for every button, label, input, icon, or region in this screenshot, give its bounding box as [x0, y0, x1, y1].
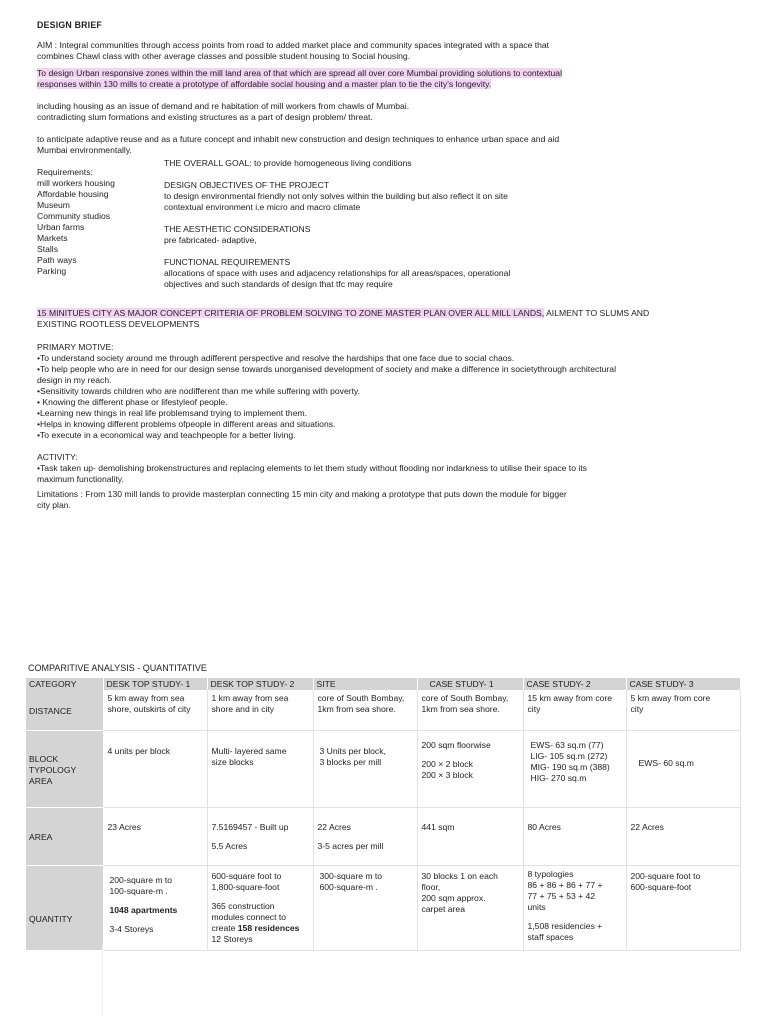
table-cell: 300-square m to 600-square-m .: [313, 865, 417, 950]
column-header: CASE STUDY- 1: [417, 678, 523, 690]
section-heading: PRIMARY MOTIVE:: [37, 342, 114, 352]
list-item: Museum: [37, 200, 70, 210]
table-cell: 22 Acres: [626, 807, 740, 865]
page-title: DESIGN BRIEF: [37, 20, 102, 30]
list-item: design in my reach.: [37, 375, 112, 385]
row-label: BLOCK TYPOLOGY AREA: [26, 730, 103, 807]
table-row-quantity: [26, 865, 740, 950]
list-item: •Learning new things in real life problemsand trying to implement them.: [37, 408, 308, 418]
list-item: •To execute in a economical way and teachpeople for a better living.: [37, 430, 296, 440]
column-header: CATEGORY: [26, 678, 103, 690]
table-cell: 22 Acres 3-5 acres per mill: [313, 807, 417, 865]
column-header: CASE STUDY- 2: [523, 678, 626, 690]
row-label: QUANTITY: [26, 865, 103, 950]
aesthetic-considerations: THE AESTHETIC CONSIDERATIONS pre fabricated- adaptive,: [164, 224, 311, 245]
table-row-distance: [26, 690, 740, 730]
table-cell: 441 sqm: [417, 807, 523, 865]
list-item: Stalls: [37, 244, 59, 254]
section-heading: THE AESTHETIC CONSIDERATIONS: [164, 224, 311, 234]
list-item: Parking: [37, 266, 67, 276]
list-item: Community studios: [37, 211, 111, 221]
section-heading: ACTIVITY:: [37, 452, 78, 462]
table-cell: 30 blocks 1 on each floor, 200 sqm approx. carpet area: [417, 865, 523, 950]
table-cell: core of South Bombay, 1km from sea shore.: [417, 690, 523, 730]
requirements-list: [37, 167, 115, 277]
table-cell: 200-square m to 100-square-m . 1048 apartments 3-4 Storeys: [103, 865, 207, 950]
list-item: •Sensitivity towards children who are nodifferent than me while suffering with poverty.: [37, 386, 361, 396]
aim-paragraph: AIM : Integral communities through access points from road to added market place and community spaces integrated with a space that combines Chawl class with other average classes and possible student housing to Social housing.: [37, 40, 550, 61]
table-row-area: [26, 807, 740, 865]
table-cell: 200-square foot to 600-square-foot: [626, 865, 740, 950]
table-cell: 5 km away from core city: [626, 690, 740, 730]
list-item: Path ways: [37, 255, 77, 265]
list-item: •Helps in knowing different problems ofpeople in different areas and situations.: [37, 419, 336, 429]
list-item: mill workers housing: [37, 178, 115, 188]
table-cell: 3 Units per block, 3 blocks per mill: [313, 730, 417, 807]
row-label: DISTANCE: [26, 690, 103, 730]
comparative-analysis-table: [26, 678, 741, 951]
table-cell: 1 km away from sea shore and in city: [207, 690, 313, 730]
table-cell: 23 Acres: [103, 807, 207, 865]
section-heading: FUNCTIONAL REQUIREMENTS: [164, 257, 291, 267]
including-paragraph: including housing as an issue of demand and re habitation of mill workers from chawls of Mumbai. contradicting slum formations and existing structures as a part of design problem/ threat.: [37, 101, 410, 122]
table-header-row: [26, 678, 740, 690]
table-cell: EWS- 60 sq.m: [626, 730, 740, 807]
list-item: •To understand society around me through adifferent perspective and resolve the hardships that one face due to social chaos.: [37, 353, 515, 363]
list-item: •To help people who are in need for our design sense towards unorganised development of society and make a difference in societythrough architectural: [37, 364, 616, 374]
table-cell: 4 units per block: [103, 730, 207, 807]
column-header: CASE STUDY- 3: [626, 678, 740, 690]
overall-goal: THE OVERALL GOAL: to provide homogeneous living conditions: [164, 158, 412, 168]
column-header: SITE: [313, 678, 417, 690]
row-label: AREA: [26, 807, 103, 865]
divider: [102, 945, 103, 1015]
anticipate-paragraph: to anticipate adaptive reuse and as a future concept and inhabit new construction and design techniques to enhance urban space and aid Mumbai environmentally.: [37, 134, 560, 155]
design-objectives: DESIGN OBJECTIVES OF THE PROJECT to design environmental friendly not only solves within the building but also reflect it on site contextual environment i.e micro and macro climate: [164, 180, 508, 212]
table-cell: 600-square foot to 1,800-square-foot 365 construction modules connect to create 158 residences 12 Storeys: [207, 865, 313, 950]
table-cell: Multi- layered same size blocks: [207, 730, 313, 807]
table-cell: 5 km away from sea shore, outskirts of city: [103, 690, 207, 730]
table-cell: 15 km away from core city: [523, 690, 626, 730]
table-cell: 200 sqm floorwise 200 × 2 block 200 × 3 block: [417, 730, 523, 807]
table-row-block-typology: [26, 730, 740, 807]
concept-paragraph: 15 MINITUES CITY AS MAJOR CONCEPT CRITERIA OF PROBLEM SOLVING TO ZONE MASTER PLAN OVER ALL MILL LANDS, AILMENT TO SLUMS AND EXISTING ROOTLESS DEVELOPMENTS: [37, 308, 650, 329]
column-header: DESK TOP STUDY- 2: [207, 678, 313, 690]
objective-highlight: To design Urban responsive zones within the mill land area of that which are spread all over core Mumbai providing solutions to contextual responses within 130 mills to create a prototype of affordable social housing and a master plan to tie the city's longevity.: [37, 68, 562, 89]
list-item: •Task taken up- demolishing brokenstructures and replacing elements to let them study without flooding nor indarkness to utilise their space to its: [37, 463, 587, 473]
list-item: Affordable housing: [37, 189, 109, 199]
activity-section: ACTIVITY: •Task taken up- demolishing brokenstructures and replacing elements to let them study without flooding nor indarkness to utilise their space to its maximum functionality.: [37, 452, 587, 484]
list-item: • Knowing the different phase or lifestyleof people.: [37, 397, 228, 407]
table-cell: 80 Acres: [523, 807, 626, 865]
limitations-paragraph: Limitations : From 130 mill lands to provide masterplan connecting 15 min city and making a prototype that puts down the module for bigger city plan.: [37, 489, 567, 510]
primary-motive: [37, 342, 616, 441]
column-header: DESK TOP STUDY- 1: [103, 678, 207, 690]
functional-requirements: FUNCTIONAL REQUIREMENTS allocations of space with uses and adjacency relationships for all areas/spaces, operational objectives and such standards of design that tfc may require: [164, 257, 511, 289]
list-item: Markets: [37, 233, 68, 243]
table-title: COMPARITIVE ANALYSIS - QUANTITATIVE: [28, 663, 207, 673]
list-item: Requirements:: [37, 167, 93, 177]
table-cell: 7.5169457 - Built up 5.5 Acres: [207, 807, 313, 865]
table-cell: core of South Bombay, 1km from sea shore.: [313, 690, 417, 730]
table-cell: EWS- 63 sq.m (77) LIG- 105 sq.m (272) MIG- 190 sq.m (388) HIG- 270 sq.m: [523, 730, 626, 807]
concept-highlight: 15 MINITUES CITY AS MAJOR CONCEPT CRITERIA OF PROBLEM SOLVING TO ZONE MASTER PLAN OVER ALL MILL LANDS,: [37, 308, 545, 318]
section-heading: DESIGN OBJECTIVES OF THE PROJECT: [164, 180, 330, 190]
list-item: Urban farms: [37, 222, 85, 232]
table-cell: 8 typologies 86 + 86 + 86 + 77 + 77 + 75 + 53 + 42 units 1,508 residencies + staff spaces: [523, 865, 626, 950]
